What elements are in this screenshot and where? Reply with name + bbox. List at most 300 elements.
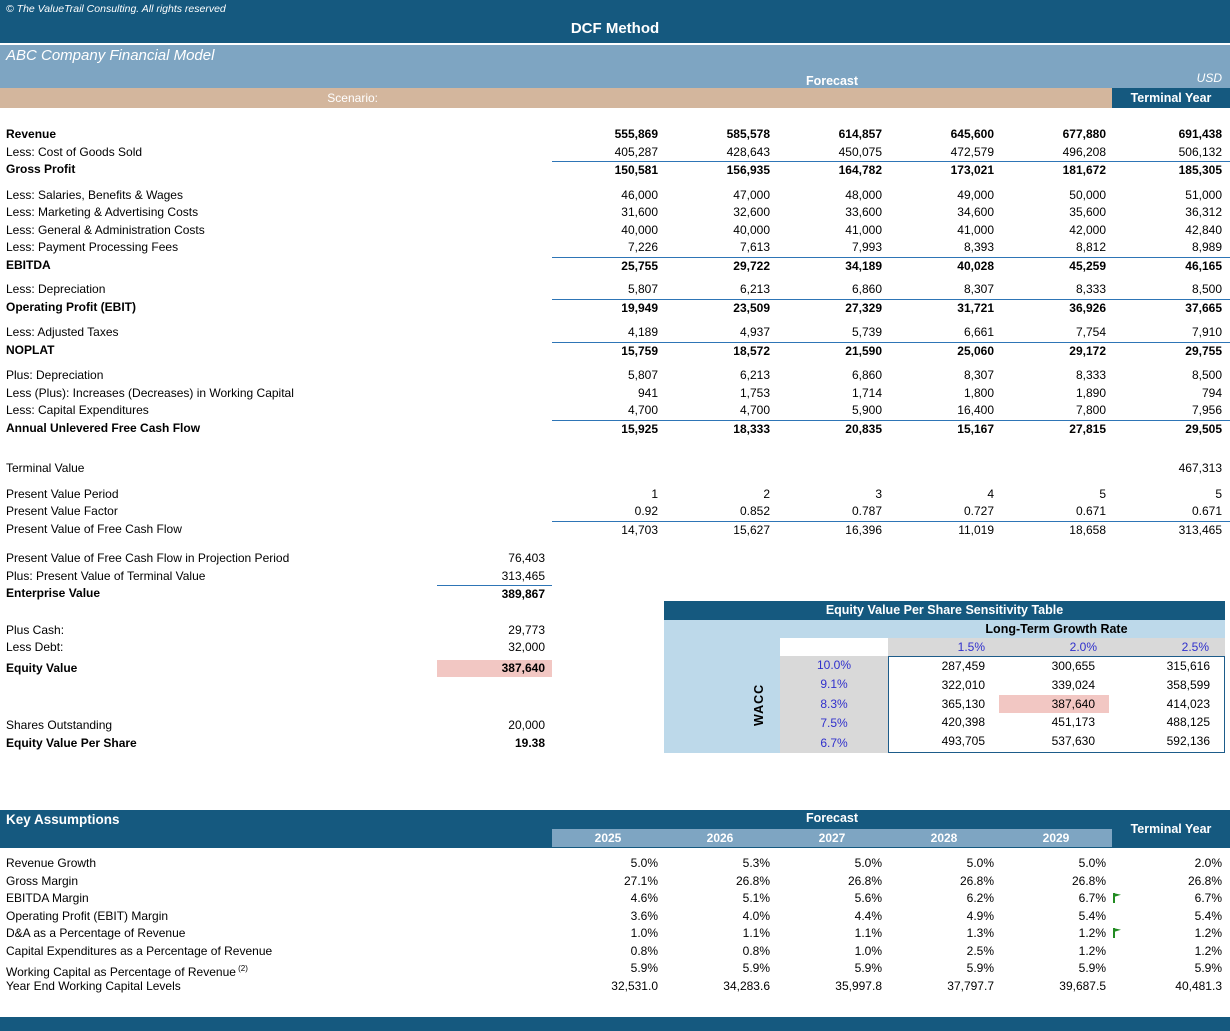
row-label[interactable]: Present Value Period <box>6 486 119 501</box>
cell-terminal[interactable]: 1.2% <box>1194 943 1222 958</box>
row-label[interactable]: Operating Profit (EBIT) <box>6 299 136 314</box>
row-label[interactable]: EBITDA <box>6 257 51 272</box>
scenario-header-row <box>0 88 1230 125</box>
wacc-rate-header: 6.7% <box>820 735 848 750</box>
row-label[interactable]: Terminal Value <box>6 461 85 475</box>
cell-terminal[interactable]: 8,500 <box>1191 282 1222 296</box>
row-label[interactable]: Plus Cash: <box>6 622 65 637</box>
cell-2029[interactable]: 181,672 <box>1000 161 1112 180</box>
cell-2029[interactable]: 29,172 <box>1000 342 1112 361</box>
cell-2029[interactable]: 36,926 <box>1000 299 1112 318</box>
empty-cell[interactable] <box>664 568 776 586</box>
cell-2026[interactable]: 4,937 <box>739 325 770 339</box>
cell-2028[interactable]: 25,060 <box>888 342 1000 361</box>
cell-2027[interactable]: 450,075 <box>838 144 882 159</box>
cell-2029[interactable]: 0.671 <box>1075 504 1106 518</box>
empty-cell[interactable] <box>776 550 888 568</box>
empty-cell[interactable] <box>552 585 664 604</box>
sensitivity-cell[interactable]: 537,630 <box>1051 734 1095 749</box>
statement-row <box>0 222 1230 240</box>
cell-2027[interactable]: 27,329 <box>776 299 888 318</box>
cell-2029[interactable]: 5.9% <box>1078 961 1106 975</box>
cell-2026[interactable]: 0.852 <box>739 504 770 518</box>
sensitivity-cell[interactable]: 488,125 <box>1166 715 1210 730</box>
statement-row <box>0 503 1230 521</box>
cell-2029[interactable]: 496,208 <box>1062 144 1106 159</box>
assumption-label[interactable]: Capital Expenditures as a Percentage of Revenue <box>6 943 273 958</box>
row-value-cell[interactable] <box>380 187 552 205</box>
row-value-cell[interactable] <box>380 735 552 753</box>
row-value-cell[interactable] <box>380 144 552 162</box>
sensitivity-table-body <box>664 620 1225 753</box>
row-value-cell[interactable] <box>380 550 552 568</box>
cell-terminal[interactable]: 8,500 <box>1191 368 1222 382</box>
cell-2025[interactable]: 25,755 <box>552 257 664 276</box>
empty-cell[interactable] <box>888 568 1000 586</box>
cell-2026[interactable]: 15,627 <box>664 521 776 540</box>
row-value-cell[interactable] <box>380 402 552 420</box>
cell-terminal[interactable]: 6.7% <box>1194 891 1222 905</box>
cell-2026[interactable]: 5.9% <box>742 961 770 975</box>
sensitivity-cell[interactable]: 315,616 <box>1166 659 1210 673</box>
cell-terminal[interactable]: 7,910 <box>1191 325 1222 339</box>
row-value-cell[interactable] <box>380 639 552 657</box>
cell-2029[interactable]: 8,333 <box>1075 368 1106 382</box>
cell-2027[interactable]: 34,189 <box>776 257 888 276</box>
row-value-cell[interactable] <box>380 281 552 299</box>
cell-terminal[interactable]: 40,481.3 <box>1175 978 1222 993</box>
row-value-cell[interactable] <box>380 568 552 586</box>
cell-terminal[interactable]: 2.0% <box>1194 856 1222 870</box>
sensitivity-cell[interactable]: 322,010 <box>941 677 985 692</box>
wacc-rate-header: 10.0% <box>816 658 852 672</box>
scenario-value-cell[interactable] <box>380 88 552 108</box>
cell-terminal[interactable]: 5.9% <box>1194 961 1222 975</box>
row-value[interactable]: 313,465 <box>501 568 545 583</box>
cell-2027[interactable]: 20,835 <box>776 420 888 439</box>
empty-cell[interactable] <box>552 568 664 586</box>
row-value-cell[interactable] <box>380 503 552 521</box>
cell-terminal[interactable]: 8,989 <box>1191 240 1222 254</box>
cell-2029[interactable]: 50,000 <box>1069 187 1106 202</box>
row-label[interactable]: Less: General & Administration Costs <box>6 222 205 237</box>
cell-2026[interactable]: 5.1% <box>742 891 770 905</box>
cell-2028[interactable]: 8,307 <box>963 368 994 382</box>
row-value-cell[interactable] <box>380 367 552 385</box>
cell-2027[interactable]: 7,993 <box>851 240 882 254</box>
cell-2025[interactable]: 5.0% <box>630 856 658 870</box>
cell-2025[interactable]: 4,189 <box>627 325 658 339</box>
row-label[interactable]: Shares Outstanding <box>6 718 113 732</box>
row-label[interactable]: Present Value of Free Cash Flow <box>6 521 182 536</box>
cell-2025[interactable]: 0.8% <box>630 943 658 958</box>
row-value-cell[interactable] <box>380 585 552 604</box>
cell-2027[interactable]: 0.787 <box>851 504 882 518</box>
cell-2027[interactable]: 35,997.8 <box>835 978 882 993</box>
row-label[interactable]: Less: Marketing & Advertising Costs <box>6 205 199 219</box>
cell-2025[interactable]: 46,000 <box>621 187 658 202</box>
cell-terminal[interactable]: 5 <box>1215 486 1222 501</box>
cell-2027[interactable]: 48,000 <box>845 187 882 202</box>
row-value-cell[interactable] <box>380 222 552 240</box>
row-value[interactable]: 389,867 <box>437 585 552 604</box>
cell-2029[interactable] <box>1000 460 1112 478</box>
cell-2025[interactable]: 19,949 <box>552 299 664 318</box>
cell-2029[interactable]: 5 <box>1099 486 1106 501</box>
row-value-cell[interactable] <box>380 204 552 222</box>
cell-2026[interactable]: 18,333 <box>664 420 776 439</box>
cell-2029[interactable]: 5.0% <box>1078 856 1106 870</box>
sensitivity-cell[interactable]: 339,024 <box>1051 677 1095 692</box>
assumption-row <box>0 890 1230 908</box>
cell-2025[interactable]: 15,925 <box>552 420 664 439</box>
row-value-cell[interactable] <box>380 622 552 640</box>
cell-2026[interactable]: 428,643 <box>726 144 770 159</box>
row-value[interactable]: 19.38 <box>514 735 545 750</box>
row-value[interactable]: 32,000 <box>508 640 545 654</box>
sensitivity-cell[interactable]: 592,136 <box>1166 734 1210 749</box>
cell-2028[interactable]: 31,721 <box>888 299 1000 318</box>
cell-2028[interactable]: 8,307 <box>963 282 994 296</box>
sensitivity-cell[interactable]: 365,130 <box>941 696 985 711</box>
row-label[interactable]: Less: Depreciation <box>6 282 106 296</box>
cell-terminal[interactable]: 691,438 <box>1178 127 1222 141</box>
cell-2027[interactable]: 16,396 <box>776 521 888 540</box>
cell-2026[interactable]: 47,000 <box>733 187 770 202</box>
cell-2029[interactable]: 5.4% <box>1078 908 1106 923</box>
sensitivity-cell[interactable]: 300,655 <box>1051 659 1095 673</box>
cell-2028[interactable]: 2.5% <box>966 943 994 958</box>
cell-terminal[interactable]: 506,132 <box>1178 144 1222 159</box>
cell-2026[interactable]: 5.3% <box>742 856 770 870</box>
assumption-label[interactable]: Year End Working Capital Levels <box>6 978 181 993</box>
cell-2025[interactable]: 7,226 <box>627 240 658 254</box>
row-value-cell[interactable] <box>380 385 552 403</box>
empty-cell[interactable] <box>552 735 664 753</box>
cell-2029[interactable]: 45,259 <box>1000 257 1112 276</box>
row-value[interactable]: 20,000 <box>508 718 545 732</box>
cell-2026[interactable]: 6,213 <box>739 368 770 382</box>
cell-2028[interactable]: 11,019 <box>888 521 1000 540</box>
sensitivity-cell[interactable]: 358,599 <box>1166 677 1210 692</box>
cell-2029[interactable]: 1.2% <box>1078 943 1106 958</box>
cell-terminal[interactable]: 36,312 <box>1185 205 1222 219</box>
cell-2025[interactable]: 405,287 <box>614 144 658 159</box>
cell-2028[interactable]: 41,000 <box>957 222 994 237</box>
row-value-cell[interactable] <box>380 460 552 478</box>
statement-row <box>0 385 1230 403</box>
cell-2025[interactable]: 15,759 <box>552 342 664 361</box>
cell-2028[interactable]: 4.9% <box>966 908 994 923</box>
row-value-cell[interactable] <box>380 239 552 257</box>
empty-cell[interactable] <box>552 622 664 640</box>
row-value-cell[interactable] <box>380 521 552 540</box>
cell-2029[interactable]: 8,333 <box>1075 282 1106 296</box>
wacc-rate-headers <box>780 656 888 753</box>
cell-terminal[interactable]: 794 <box>1201 385 1222 400</box>
cell-2028[interactable] <box>888 460 1000 478</box>
cell-2025[interactable]: 31,600 <box>621 205 658 219</box>
row-label[interactable]: Annual Unlevered Free Cash Flow <box>6 420 201 435</box>
cell-2028[interactable]: 1,800 <box>963 385 994 400</box>
cell-2027[interactable]: 6,860 <box>851 368 882 382</box>
cell-2026[interactable]: 585,578 <box>726 127 770 141</box>
cell-terminal[interactable]: 467,313 <box>1178 461 1222 475</box>
sensitivity-table-title: Equity Value Per Share Sensitivity Table <box>664 601 1225 620</box>
cell-2028[interactable]: 5.9% <box>966 961 994 975</box>
cell-terminal[interactable]: 313,465 <box>1112 521 1230 540</box>
empty-cell <box>380 855 552 873</box>
cell-2029[interactable]: 6.7% <box>1000 890 1112 908</box>
row-label[interactable]: Plus: Present Value of Terminal Value <box>6 568 206 583</box>
cell-2028[interactable]: 49,000 <box>957 187 994 202</box>
cell-2025[interactable]: 1 <box>651 486 658 501</box>
row-value-cell[interactable] <box>380 486 552 504</box>
row-value-cell[interactable] <box>380 324 552 342</box>
cell-2027[interactable]: 1,714 <box>851 385 882 400</box>
row-label[interactable]: Less: Payment Processing Fees <box>6 240 179 254</box>
cell-2026[interactable]: 6,213 <box>739 282 770 296</box>
row-label[interactable]: Less: Adjusted Taxes <box>6 325 119 339</box>
cell-2025[interactable]: 1.0% <box>630 926 658 940</box>
cell-2029[interactable]: 7,800 <box>1075 403 1106 417</box>
cell-2028[interactable]: 6.2% <box>966 891 994 905</box>
cell-terminal[interactable]: 29,505 <box>1112 420 1230 439</box>
cell-terminal[interactable]: 5.4% <box>1194 908 1222 923</box>
cell-2029[interactable]: 39,687.5 <box>1059 978 1106 993</box>
row-value-cell[interactable] <box>380 342 552 361</box>
empty-cell[interactable] <box>552 660 664 678</box>
cell-2028[interactable]: 1.3% <box>966 926 994 940</box>
cell-terminal[interactable]: 42,840 <box>1185 222 1222 237</box>
assumption-label[interactable]: D&A as a Percentage of Revenue <box>6 926 186 940</box>
cell-2028[interactable]: 6,661 <box>963 325 994 339</box>
cell-2029[interactable]: 35,600 <box>1069 205 1106 219</box>
cell-2028[interactable]: 8,393 <box>963 240 994 254</box>
scenario-label[interactable]: Scenario: <box>327 91 378 105</box>
row-value[interactable]: 387,640 <box>437 660 552 678</box>
cell-2028[interactable]: 34,600 <box>957 205 994 219</box>
statement-row <box>0 460 1230 478</box>
assumption-label[interactable]: Revenue Growth <box>6 856 97 870</box>
assumptions-forecast-label: Forecast <box>805 811 859 825</box>
cell-2025[interactable]: 40,000 <box>621 222 658 237</box>
row-value-cell[interactable] <box>380 660 552 678</box>
row-value-cell[interactable] <box>380 420 552 439</box>
empty-cell[interactable] <box>1000 568 1112 586</box>
assumptions-year-2028: 2028 <box>930 831 958 845</box>
row-label[interactable]: Gross Profit <box>6 162 76 176</box>
cell-2026[interactable]: 1.1% <box>742 926 770 940</box>
cell-2029[interactable]: 27,815 <box>1000 420 1112 439</box>
row-label[interactable]: Less Debt: <box>6 640 64 654</box>
cell-terminal[interactable]: 29,755 <box>1112 342 1230 361</box>
sensitivity-cell[interactable]: 493,705 <box>941 734 985 749</box>
cell-2029[interactable]: 677,880 <box>1062 127 1106 141</box>
row-value-cell[interactable] <box>380 257 552 276</box>
cell-2028[interactable]: 40,028 <box>888 257 1000 276</box>
row-value-cell[interactable] <box>380 161 552 180</box>
cell-2028[interactable]: 5.0% <box>966 856 994 870</box>
assumption-label[interactable]: Working Capital as Percentage of Revenue $^{(2)}$ <box>6 964 248 979</box>
empty-cell[interactable] <box>1112 568 1230 586</box>
cell-2027[interactable]: 26.8% <box>847 873 882 888</box>
cell-2026[interactable]: 26.8% <box>735 873 770 888</box>
assumption-label[interactable]: Gross Margin <box>6 873 79 888</box>
statement-row <box>0 585 1230 603</box>
cell-2028[interactable]: 173,021 <box>888 161 1000 180</box>
cell-2027[interactable]: 33,600 <box>845 205 882 219</box>
cell-2026[interactable]: 34,283.6 <box>723 978 770 993</box>
cell-2025[interactable]: 32,531.0 <box>611 978 658 993</box>
sensitivity-cell[interactable]: 287,459 <box>941 659 985 673</box>
cell-2028[interactable]: 472,579 <box>950 144 994 159</box>
empty-cell[interactable] <box>1112 550 1230 568</box>
cell-2029[interactable]: 7,754 <box>1075 325 1106 339</box>
row-label[interactable]: Less (Plus): Increases (Decreases) in Working Capital <box>6 385 294 400</box>
assumption-row <box>0 960 1230 978</box>
cell-2025[interactable]: 4,700 <box>627 403 658 417</box>
empty-cell[interactable] <box>664 550 776 568</box>
row-label[interactable]: Enterprise Value <box>6 586 101 600</box>
cell-2027[interactable]: 5,739 <box>851 325 882 339</box>
cell-2026[interactable]: 23,509 <box>664 299 776 318</box>
cell-2025[interactable]: 5,807 <box>627 282 658 296</box>
cell-2028[interactable]: 15,167 <box>888 420 1000 439</box>
cell-terminal[interactable]: 26.8% <box>1187 873 1222 888</box>
row-label[interactable]: Less: Capital Expenditures <box>6 403 149 417</box>
cell-2026[interactable]: 0.8% <box>742 943 770 958</box>
row-label[interactable]: Less: Salaries, Benefits & Wages <box>6 187 183 202</box>
growth-rate-header: 2.5% <box>1181 640 1209 654</box>
cell-2028[interactable]: 645,600 <box>950 127 994 141</box>
row-label[interactable]: NOPLAT <box>6 342 55 357</box>
cell-2027[interactable]: 1.1% <box>854 926 882 940</box>
cell-2027[interactable] <box>776 460 888 478</box>
row-label[interactable]: Plus: Depreciation <box>6 368 104 382</box>
cell-2028[interactable]: 16,400 <box>957 403 994 417</box>
empty-cell[interactable] <box>1000 550 1112 568</box>
assumption-label[interactable]: Operating Profit (EBIT) Margin <box>6 908 169 923</box>
cell-2027[interactable]: 6,860 <box>851 282 882 296</box>
cell-terminal[interactable]: 185,305 <box>1112 161 1230 180</box>
cell-2027[interactable]: 164,782 <box>776 161 888 180</box>
cell-2029[interactable]: 8,812 <box>1075 240 1106 254</box>
cell-terminal[interactable]: 1.2% <box>1194 926 1222 940</box>
cell-2025[interactable]: 5,807 <box>627 368 658 382</box>
cell-2025[interactable] <box>552 460 664 478</box>
cell-2026[interactable]: 4.0% <box>742 908 770 923</box>
cell-2025[interactable]: 27.1% <box>623 873 658 888</box>
cell-2026[interactable]: 2 <box>763 486 770 501</box>
empty-cell[interactable] <box>888 550 1000 568</box>
sensitivity-cell[interactable]: 387,640 <box>999 695 1109 714</box>
cell-2028[interactable]: 0.727 <box>963 504 994 518</box>
cell-2025[interactable]: 941 <box>637 385 658 400</box>
row-label[interactable]: Revenue <box>6 127 57 141</box>
cell-2027[interactable]: 4.4% <box>854 908 882 923</box>
cell-2026[interactable]: 1,753 <box>739 385 770 400</box>
cell-2026[interactable] <box>664 460 776 478</box>
empty-cell[interactable] <box>776 568 888 586</box>
cell-2027[interactable]: 5,900 <box>851 403 882 417</box>
cell-2027[interactable]: 5.6% <box>854 891 882 905</box>
row-value-cell[interactable] <box>380 717 552 735</box>
cell-2029[interactable]: 1.2% <box>1000 925 1112 943</box>
cell-2026[interactable]: 4,700 <box>739 403 770 417</box>
cell-2027[interactable]: 5.0% <box>854 856 882 870</box>
row-value[interactable]: 29,773 <box>508 622 545 637</box>
cell-2026[interactable]: 32,600 <box>733 205 770 219</box>
cell-terminal[interactable]: 0.671 <box>1191 504 1222 518</box>
empty-cell <box>380 890 552 908</box>
row-value-cell[interactable] <box>380 299 552 318</box>
cell-terminal[interactable]: 37,665 <box>1112 299 1230 318</box>
cell-2025[interactable]: 5.9% <box>630 961 658 975</box>
cell-2027[interactable]: 614,857 <box>838 127 882 141</box>
cell-2027[interactable]: 5.9% <box>854 961 882 975</box>
row-label[interactable]: Present Value of Free Cash Flow in Projection Period <box>6 551 290 565</box>
empty-cell[interactable] <box>552 717 664 735</box>
cell-2028[interactable]: 26.8% <box>959 873 994 888</box>
cell-2029[interactable]: 42,000 <box>1069 222 1106 237</box>
cell-2029[interactable]: 1,890 <box>1075 385 1106 400</box>
statement-row <box>0 486 1230 504</box>
empty-cell[interactable] <box>552 639 664 657</box>
key-assumptions-title: Key Assumptions <box>6 812 120 827</box>
cell-2029[interactable]: 18,658 <box>1000 521 1112 540</box>
assumption-row <box>0 925 1230 943</box>
cell-2025[interactable]: 14,703 <box>552 521 664 540</box>
cell-2027[interactable]: 3 <box>875 486 882 501</box>
cell-2026[interactable]: 29,722 <box>664 257 776 276</box>
cell-2026[interactable]: 7,613 <box>739 240 770 254</box>
cell-terminal[interactable]: 51,000 <box>1185 187 1222 202</box>
row-value-cell[interactable] <box>380 126 552 144</box>
assumption-row <box>0 873 1230 891</box>
cell-terminal[interactable]: 46,165 <box>1112 257 1230 276</box>
cell-2026[interactable]: 156,935 <box>664 161 776 180</box>
row-label[interactable]: Less: Cost of Goods Sold <box>6 144 143 159</box>
cell-2027[interactable]: 41,000 <box>845 222 882 237</box>
cell-2025[interactable]: 4.6% <box>630 891 658 905</box>
cell-2029[interactable]: 26.8% <box>1071 873 1106 888</box>
year-header-2026: 2026 <box>452 111 480 125</box>
row-label[interactable]: Equity Value Per Share <box>6 735 137 750</box>
row-label[interactable]: Present Value Factor <box>6 504 118 518</box>
sensitivity-cell[interactable]: 420,398 <box>941 715 985 730</box>
cell-2025[interactable]: 555,869 <box>614 127 658 141</box>
sensitivity-cell[interactable]: 414,023 <box>1166 696 1210 711</box>
cell-2026[interactable]: 18,572 <box>664 342 776 361</box>
assumptions-year-2026: 2026 <box>706 831 734 845</box>
row-value[interactable]: 76,403 <box>508 551 545 565</box>
cell-2028[interactable]: 37,797.7 <box>947 978 994 993</box>
cell-2026[interactable]: 40,000 <box>733 222 770 237</box>
cell-2025[interactable]: 0.92 <box>634 504 658 518</box>
cell-2027[interactable]: 1.0% <box>854 943 882 958</box>
empty-cell[interactable] <box>552 550 664 568</box>
sensitivity-cell[interactable]: 451,173 <box>1051 715 1095 730</box>
assumption-label[interactable]: EBITDA Margin <box>6 891 89 905</box>
row-label[interactable]: Equity Value <box>6 660 78 675</box>
footnote-marker: (2) <box>235 964 248 973</box>
cell-terminal[interactable]: 7,956 <box>1191 403 1222 417</box>
cell-2025[interactable]: 150,581 <box>552 161 664 180</box>
cell-2028[interactable]: 4 <box>987 486 994 501</box>
cell-2027[interactable]: 21,590 <box>776 342 888 361</box>
cell-2025[interactable]: 3.6% <box>630 908 658 923</box>
